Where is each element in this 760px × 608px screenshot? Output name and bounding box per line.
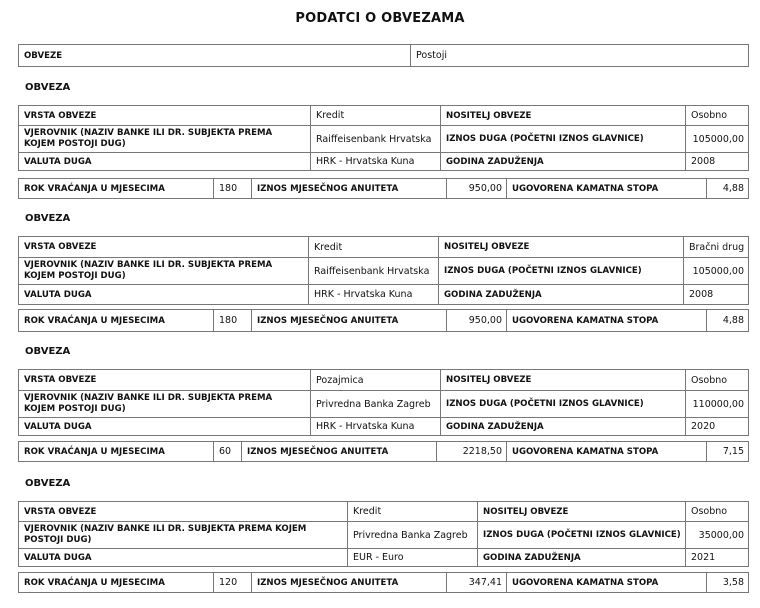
kamata-value: 4,88 <box>707 310 749 332</box>
summary-table <box>18 44 749 67</box>
vrsta-label: VRSTA OBVEZE <box>19 237 309 258</box>
section-heading: OBVEZA <box>25 478 71 489</box>
vjerovnik-label: VJEROVNIK (NAZIV BANKE ILI DR. SUBJEKTA PREMA KOJEM POSTOJI DUG) <box>19 258 309 285</box>
anuitet-value: 2218,50 <box>437 442 507 462</box>
vjerovnik-value: Privredna Banka Zagreb <box>311 391 441 418</box>
iznos-duga-label: IZNOS DUGA (POČETNI IZNOS GLAVNICE) <box>441 391 686 418</box>
anuitet-label: IZNOS MJESEČNOG ANUITETA <box>242 442 437 462</box>
valuta-label: VALUTA DUGA <box>19 285 309 305</box>
obligation-table <box>18 105 749 171</box>
vrsta-value: Kredit <box>309 237 439 258</box>
rok-label: ROK VRAĆANJA U MJESECIMA <box>19 573 214 593</box>
summary-label: OBVEZE <box>19 45 411 67</box>
nositelj-value: Osobno <box>686 106 749 126</box>
kamata-label: UGOVORENA KAMATNA STOPA <box>507 573 707 593</box>
godina-value: 2008 <box>684 285 749 305</box>
anuitet-value: 950,00 <box>447 179 507 199</box>
rok-value: 180 <box>214 179 252 199</box>
iznos-duga-label: IZNOS DUGA (POČETNI IZNOS GLAVNICE) <box>439 258 684 285</box>
nositelj-label: NOSITELJ OBVEZE <box>441 106 686 126</box>
iznos-duga-value: 105000,00 <box>686 126 749 153</box>
kamata-value: 7,15 <box>707 442 749 462</box>
nositelj-label: NOSITELJ OBVEZE <box>441 370 686 391</box>
valuta-label: VALUTA DUGA <box>19 418 311 436</box>
rok-label: ROK VRAĆANJA U MJESECIMA <box>19 310 214 332</box>
iznos-duga-value: 105000,00 <box>684 258 749 285</box>
obligation-terms-table <box>18 309 749 332</box>
anuitet-value: 950,00 <box>447 310 507 332</box>
anuitet-label: IZNOS MJESEČNOG ANUITETA <box>252 573 447 593</box>
nositelj-value: Bračni drug <box>684 237 749 258</box>
godina-label: GODINA ZADUŽENJA <box>439 285 684 305</box>
valuta-value: HRK - Hrvatska Kuna <box>309 285 439 305</box>
iznos-duga-value: 35000,00 <box>686 522 749 549</box>
section-heading: OBVEZA <box>25 346 71 357</box>
obligation-table <box>18 369 749 436</box>
section-heading: OBVEZA <box>25 82 71 93</box>
summary-value: Postoji <box>411 45 749 67</box>
nositelj-value: Osobno <box>686 502 749 522</box>
obligation-table <box>18 501 749 567</box>
valuta-label: VALUTA DUGA <box>19 549 348 567</box>
vjerovnik-value: Raiffeisenbank Hrvatska <box>311 126 441 153</box>
anuitet-label: IZNOS MJESEČNOG ANUITETA <box>252 179 447 199</box>
kamata-label: UGOVORENA KAMATNA STOPA <box>507 442 707 462</box>
vjerovnik-value: Privredna Banka Zagreb <box>348 522 478 549</box>
godina-value: 2021 <box>686 549 749 567</box>
valuta-label: VALUTA DUGA <box>19 153 311 171</box>
anuitet-value: 347,41 <box>447 573 507 593</box>
godina-label: GODINA ZADUŽENJA <box>441 418 686 436</box>
vrsta-label: VRSTA OBVEZE <box>19 370 311 391</box>
godina-label: GODINA ZADUŽENJA <box>441 153 686 171</box>
valuta-value: EUR - Euro <box>348 549 478 567</box>
vrsta-label: VRSTA OBVEZE <box>19 106 311 126</box>
rok-value: 60 <box>214 442 242 462</box>
obligation-terms-table <box>18 178 749 199</box>
iznos-duga-value: 110000,00 <box>686 391 749 418</box>
obligation-table <box>18 236 749 305</box>
kamata-label: UGOVORENA KAMATNA STOPA <box>507 179 707 199</box>
page-title: PODATCI O OBVEZAMA <box>295 11 465 26</box>
godina-label: GODINA ZADUŽENJA <box>478 549 686 567</box>
kamata-label: UGOVORENA KAMATNA STOPA <box>507 310 707 332</box>
section-heading: OBVEZA <box>25 213 71 224</box>
obligation-terms-table <box>18 441 749 462</box>
nositelj-label: NOSITELJ OBVEZE <box>478 502 686 522</box>
nositelj-label: NOSITELJ OBVEZE <box>439 237 684 258</box>
obligation-terms-table <box>18 572 749 593</box>
rok-label: ROK VRAĆANJA U MJESECIMA <box>19 442 214 462</box>
valuta-value: HRK - Hrvatska Kuna <box>311 418 441 436</box>
vjerovnik-value: Raiffeisenbank Hrvatska <box>309 258 439 285</box>
vrsta-value: Kredit <box>348 502 478 522</box>
vrsta-value: Pozajmica <box>311 370 441 391</box>
valuta-value: HRK - Hrvatska Kuna <box>311 153 441 171</box>
rok-value: 120 <box>214 573 252 593</box>
iznos-duga-label: IZNOS DUGA (POČETNI IZNOS GLAVNICE) <box>441 126 686 153</box>
vjerovnik-label: VJEROVNIK (NAZIV BANKE ILI DR. SUBJEKTA PREMA KOJEM POSTOJI DUG) <box>19 391 311 418</box>
iznos-duga-label: IZNOS DUGA (POČETNI IZNOS GLAVNICE) <box>478 522 686 549</box>
godina-value: 2020 <box>686 418 749 436</box>
vjerovnik-label: VJEROVNIK (NAZIV BANKE ILI DR. SUBJEKTA PREMA KOJEM POSTOJI DUG) <box>19 126 311 153</box>
kamata-value: 4,88 <box>707 179 749 199</box>
rok-label: ROK VRAĆANJA U MJESECIMA <box>19 179 214 199</box>
vjerovnik-label: VJEROVNIK (NAZIV BANKE ILI DR. SUBJEKTA PREMA KOJEM POSTOJI DUG) <box>19 522 348 549</box>
godina-value: 2008 <box>686 153 749 171</box>
anuitet-label: IZNOS MJESEČNOG ANUITETA <box>252 310 447 332</box>
rok-value: 180 <box>214 310 252 332</box>
vrsta-value: Kredit <box>311 106 441 126</box>
kamata-value: 3,58 <box>707 573 749 593</box>
nositelj-value: Osobno <box>686 370 749 391</box>
vrsta-label: VRSTA OBVEZE <box>19 502 348 522</box>
